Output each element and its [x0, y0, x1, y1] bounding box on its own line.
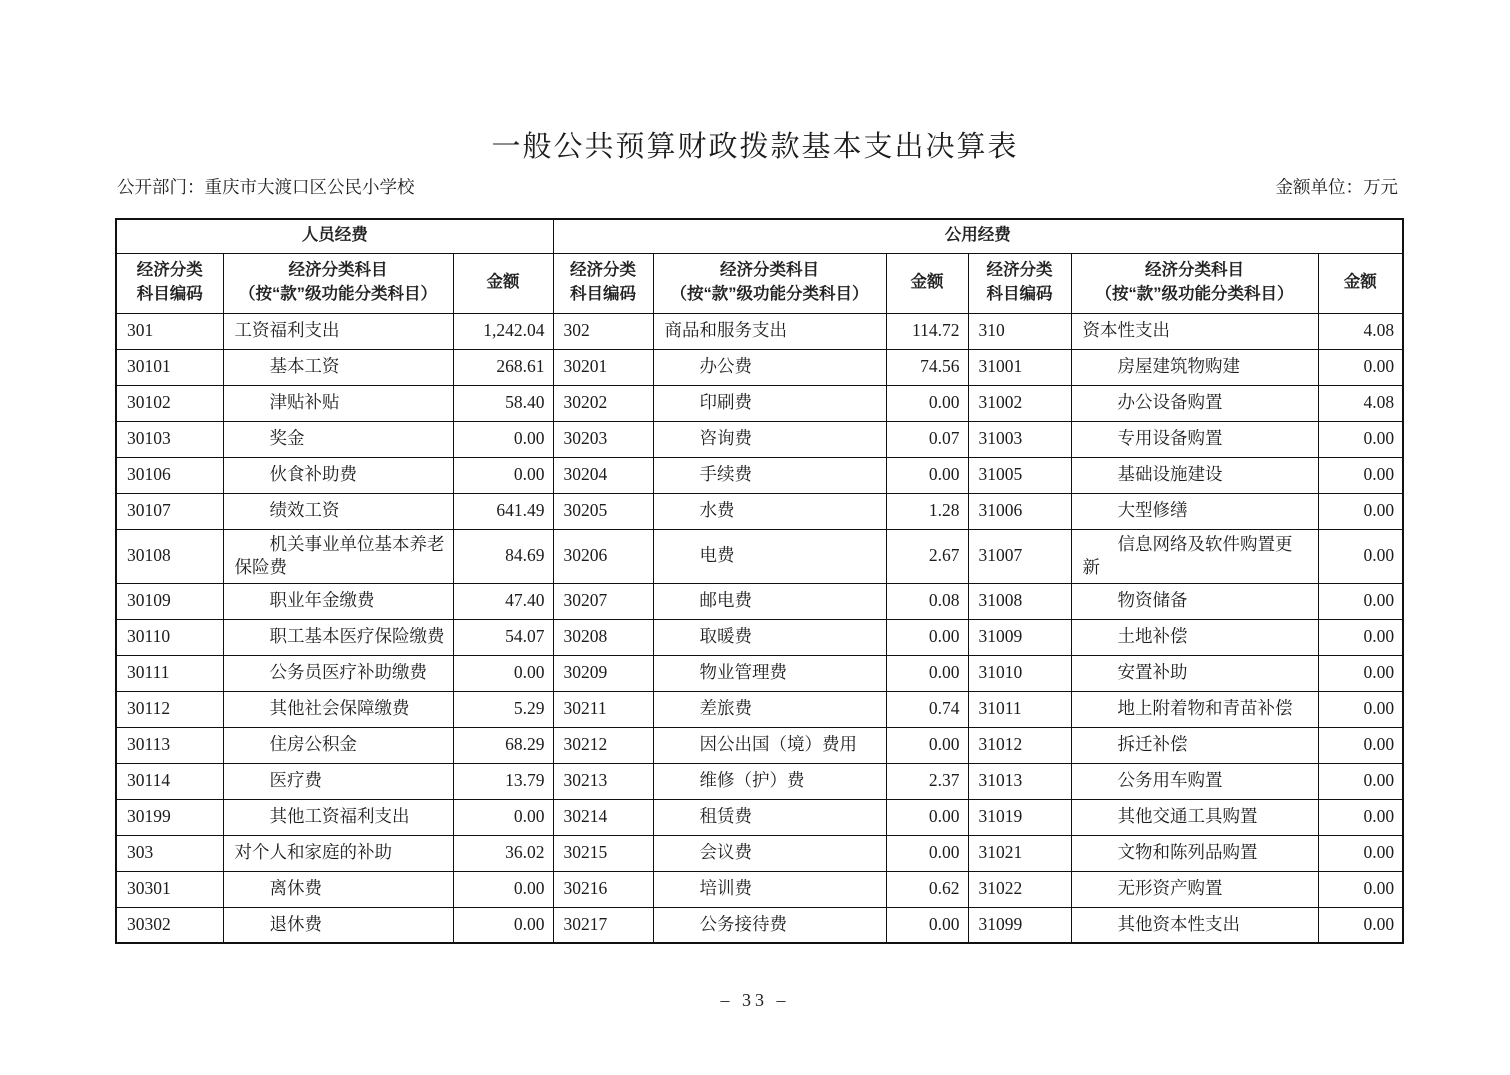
table-row — [116, 619, 1403, 655]
table-row — [116, 421, 1403, 457]
column-header-code — [116, 253, 223, 313]
code-cell: 30103 — [116, 421, 223, 457]
table-row — [116, 799, 1403, 835]
subject-cell: 无形资产购置 — [1071, 871, 1318, 907]
code-cell: 303 — [116, 835, 223, 871]
amount-cell: 36.02 — [453, 835, 553, 871]
code-cell: 302 — [553, 313, 653, 349]
subject-cell: 邮电费 — [653, 583, 886, 619]
amount-cell: 0.62 — [886, 871, 968, 907]
subject-cell: 手续费 — [653, 457, 886, 493]
subject-cell: 其他资本性支出 — [1071, 907, 1318, 943]
code-cell: 30110 — [116, 619, 223, 655]
code-cell: 31005 — [968, 457, 1071, 493]
code-cell: 31022 — [968, 871, 1071, 907]
subject-cell: 职工基本医疗保险缴费 — [223, 619, 453, 655]
code-cell: 31008 — [968, 583, 1071, 619]
subject-cell: 津贴补贴 — [223, 385, 453, 421]
code-cell: 30208 — [553, 619, 653, 655]
subject-cell: 专用设备购置 — [1071, 421, 1318, 457]
budget-table — [115, 218, 1404, 944]
code-cell: 30204 — [553, 457, 653, 493]
subject-cell: 文物和陈列品购置 — [1071, 835, 1318, 871]
subject-cell: 土地补偿 — [1071, 619, 1318, 655]
subject-cell: 咨询费 — [653, 421, 886, 457]
subject-cell: 机关事业单位基本养老保险费 — [223, 529, 453, 583]
subject-cell: 取暖费 — [653, 619, 886, 655]
code-cell: 31021 — [968, 835, 1071, 871]
amount-cell: 0.00 — [886, 835, 968, 871]
column-header-code-line1: 经济分类 — [136, 261, 203, 280]
subject-cell: 医疗费 — [223, 763, 453, 799]
amount-cell: 0.00 — [453, 907, 553, 943]
column-header-subject — [653, 253, 886, 313]
subject-cell: 办公费 — [653, 349, 886, 385]
code-cell: 31001 — [968, 349, 1071, 385]
table-row — [116, 583, 1403, 619]
code-cell: 30213 — [553, 763, 653, 799]
subject-cell: 对个人和家庭的补助 — [223, 835, 453, 871]
unit-label: 金额单位：万元 — [1275, 177, 1398, 197]
amount-cell: 0.00 — [1318, 421, 1403, 457]
table-body — [116, 313, 1403, 943]
amount-cell: 1,242.04 — [453, 313, 553, 349]
column-header-subject-line2: （按“款”级功能分类科目） — [670, 285, 869, 303]
subject-cell: 培训费 — [653, 871, 886, 907]
code-cell: 30215 — [553, 835, 653, 871]
amount-cell: 641.49 — [453, 493, 553, 529]
code-cell: 301 — [116, 313, 223, 349]
subject-cell: 绩效工资 — [223, 493, 453, 529]
amount-cell: 0.00 — [453, 655, 553, 691]
table-row — [116, 529, 1403, 583]
table-row — [116, 691, 1403, 727]
amount-cell: 0.00 — [1318, 493, 1403, 529]
subject-cell: 租赁费 — [653, 799, 886, 835]
code-cell: 31012 — [968, 727, 1071, 763]
subject-cell: 会议费 — [653, 835, 886, 871]
subject-cell: 维修（护）费 — [653, 763, 886, 799]
subject-cell: 其他工资福利支出 — [223, 799, 453, 835]
subject-cell: 伙食补助费 — [223, 457, 453, 493]
code-cell: 31019 — [968, 799, 1071, 835]
table-row — [116, 727, 1403, 763]
code-cell: 31003 — [968, 421, 1071, 457]
amount-cell: 74.56 — [886, 349, 968, 385]
column-header-subject-line1: 经济分类科目 — [288, 261, 388, 280]
subject-cell: 安置补助 — [1071, 655, 1318, 691]
amount-cell: 0.00 — [886, 619, 968, 655]
amount-cell: 0.00 — [453, 871, 553, 907]
code-cell: 30201 — [553, 349, 653, 385]
column-header-subject-line2: （按“款”级功能分类科目） — [239, 285, 437, 303]
subject-cell: 住房公积金 — [223, 727, 453, 763]
code-cell: 30217 — [553, 907, 653, 943]
column-header-subject — [1071, 253, 1318, 313]
code-cell: 30202 — [553, 385, 653, 421]
amount-cell: 268.61 — [453, 349, 553, 385]
group-header-row — [116, 219, 1403, 253]
table-row — [116, 385, 1403, 421]
table-row — [116, 655, 1403, 691]
department-label: 公开部门：重庆市大渡口区公民小学校 — [117, 177, 415, 197]
table-row — [116, 349, 1403, 385]
subject-cell: 大型修缮 — [1071, 493, 1318, 529]
subject-cell: 公务用车购置 — [1071, 763, 1318, 799]
amount-cell: 2.37 — [886, 763, 968, 799]
subject-cell: 差旅费 — [653, 691, 886, 727]
subject-cell: 物业管理费 — [653, 655, 886, 691]
column-header-code-line2: 科目编码 — [986, 285, 1053, 303]
subject-cell: 物资储备 — [1071, 583, 1318, 619]
amount-cell: 47.40 — [453, 583, 553, 619]
column-header-subject — [223, 253, 453, 313]
code-cell: 30205 — [553, 493, 653, 529]
amount-cell: 0.00 — [1318, 655, 1403, 691]
code-cell: 30111 — [116, 655, 223, 691]
amount-cell: 4.08 — [1318, 313, 1403, 349]
amount-cell: 4.08 — [1318, 385, 1403, 421]
code-cell: 30207 — [553, 583, 653, 619]
amount-cell: 0.00 — [1318, 835, 1403, 871]
amount-cell: 0.00 — [1318, 871, 1403, 907]
table-row — [116, 871, 1403, 907]
column-header-row — [116, 253, 1403, 313]
code-cell: 30302 — [116, 907, 223, 943]
code-cell: 31007 — [968, 529, 1071, 583]
column-header-code — [553, 253, 653, 313]
table-row — [116, 763, 1403, 799]
code-cell: 30209 — [553, 655, 653, 691]
column-header-amount: 金额 — [453, 253, 553, 313]
amount-cell: 58.40 — [453, 385, 553, 421]
code-cell: 31009 — [968, 619, 1071, 655]
page-number: – 33 – — [720, 990, 790, 1011]
subject-cell: 其他社会保障缴费 — [223, 691, 453, 727]
code-cell: 30102 — [116, 385, 223, 421]
column-header-code-line1: 经济分类 — [986, 261, 1053, 280]
subject-cell: 退休费 — [223, 907, 453, 943]
amount-cell: 5.29 — [453, 691, 553, 727]
column-header-amount: 金额 — [886, 253, 968, 313]
subject-cell: 商品和服务支出 — [653, 313, 886, 349]
code-cell: 30107 — [116, 493, 223, 529]
code-cell: 30106 — [116, 457, 223, 493]
table-row — [116, 313, 1403, 349]
subject-cell: 水费 — [653, 493, 886, 529]
amount-cell: 0.00 — [1318, 619, 1403, 655]
column-header-code-line2: 科目编码 — [570, 285, 637, 303]
table-container — [115, 218, 1510, 944]
code-cell: 30109 — [116, 583, 223, 619]
amount-cell: 0.00 — [886, 799, 968, 835]
column-header-subject-line1: 经济分类科目 — [1145, 261, 1245, 280]
amount-cell: 0.00 — [1318, 457, 1403, 493]
meta-row — [117, 174, 1398, 199]
amount-cell: 0.74 — [886, 691, 968, 727]
column-header-code-line2: 科目编码 — [136, 285, 203, 303]
column-header-amount: 金额 — [1318, 253, 1403, 313]
amount-cell: 0.00 — [1318, 529, 1403, 583]
subject-cell: 奖金 — [223, 421, 453, 457]
subject-cell: 公务员医疗补助缴费 — [223, 655, 453, 691]
subject-cell: 因公出国（境）费用 — [653, 727, 886, 763]
subject-cell: 印刷费 — [653, 385, 886, 421]
subject-cell: 资本性支出 — [1071, 313, 1318, 349]
table-header — [116, 219, 1403, 313]
code-cell: 30212 — [553, 727, 653, 763]
code-cell: 30112 — [116, 691, 223, 727]
column-header-code-line1: 经济分类 — [570, 261, 637, 280]
group-header-public: 公用经费 — [553, 219, 1403, 253]
code-cell: 30101 — [116, 349, 223, 385]
amount-cell: 0.00 — [886, 385, 968, 421]
code-cell: 31010 — [968, 655, 1071, 691]
column-header-subject-line2: （按“款”级功能分类科目） — [1095, 285, 1294, 303]
amount-cell: 0.00 — [1318, 907, 1403, 943]
page-title: 一般公共预算财政拨款基本支出决算表 — [491, 131, 1019, 163]
amount-cell: 68.29 — [453, 727, 553, 763]
subject-cell: 电费 — [653, 529, 886, 583]
amount-cell: 0.00 — [453, 457, 553, 493]
amount-cell: 0.00 — [1318, 763, 1403, 799]
amount-cell: 0.00 — [1318, 727, 1403, 763]
amount-cell: 13.79 — [453, 763, 553, 799]
group-header-personnel: 人员经费 — [116, 219, 553, 253]
amount-cell: 54.07 — [453, 619, 553, 655]
subject-cell: 基本工资 — [223, 349, 453, 385]
subject-cell: 房屋建筑物购建 — [1071, 349, 1318, 385]
code-cell: 310 — [968, 313, 1071, 349]
amount-cell: 0.07 — [886, 421, 968, 457]
amount-cell: 0.00 — [1318, 583, 1403, 619]
code-cell: 30206 — [553, 529, 653, 583]
subject-cell: 职业年金缴费 — [223, 583, 453, 619]
table-row — [116, 457, 1403, 493]
subject-cell: 办公设备购置 — [1071, 385, 1318, 421]
amount-cell: 0.00 — [453, 421, 553, 457]
column-header-subject-line1: 经济分类科目 — [720, 261, 820, 280]
table-row — [116, 835, 1403, 871]
code-cell: 30199 — [116, 799, 223, 835]
amount-cell: 84.69 — [453, 529, 553, 583]
code-cell: 30108 — [116, 529, 223, 583]
subject-cell: 工资福利支出 — [223, 313, 453, 349]
amount-cell: 114.72 — [886, 313, 968, 349]
amount-cell: 0.00 — [886, 457, 968, 493]
code-cell: 31002 — [968, 385, 1071, 421]
subject-cell: 公务接待费 — [653, 907, 886, 943]
amount-cell: 2.67 — [886, 529, 968, 583]
subject-cell: 拆迁补偿 — [1071, 727, 1318, 763]
code-cell: 30214 — [553, 799, 653, 835]
code-cell: 30114 — [116, 763, 223, 799]
code-cell: 30216 — [553, 871, 653, 907]
amount-cell: 0.08 — [886, 583, 968, 619]
amount-cell: 0.00 — [886, 907, 968, 943]
amount-cell: 0.00 — [1318, 349, 1403, 385]
amount-cell: 0.00 — [886, 655, 968, 691]
subject-cell: 地上附着物和青苗补偿 — [1071, 691, 1318, 727]
column-header-code — [968, 253, 1071, 313]
amount-cell: 0.00 — [1318, 691, 1403, 727]
code-cell: 31006 — [968, 493, 1071, 529]
subject-cell: 离休费 — [223, 871, 453, 907]
amount-cell: 0.00 — [886, 727, 968, 763]
code-cell: 31013 — [968, 763, 1071, 799]
subject-cell: 其他交通工具购置 — [1071, 799, 1318, 835]
subject-cell: 基础设施建设 — [1071, 457, 1318, 493]
amount-cell: 0.00 — [453, 799, 553, 835]
amount-cell: 1.28 — [886, 493, 968, 529]
code-cell: 30203 — [553, 421, 653, 457]
code-cell: 30301 — [116, 871, 223, 907]
table-row — [116, 493, 1403, 529]
code-cell: 30211 — [553, 691, 653, 727]
amount-cell: 0.00 — [1318, 799, 1403, 835]
code-cell: 31099 — [968, 907, 1071, 943]
subject-cell: 信息网络及软件购置更新 — [1071, 529, 1318, 583]
table-row — [116, 907, 1403, 943]
code-cell: 31011 — [968, 691, 1071, 727]
code-cell: 30113 — [116, 727, 223, 763]
